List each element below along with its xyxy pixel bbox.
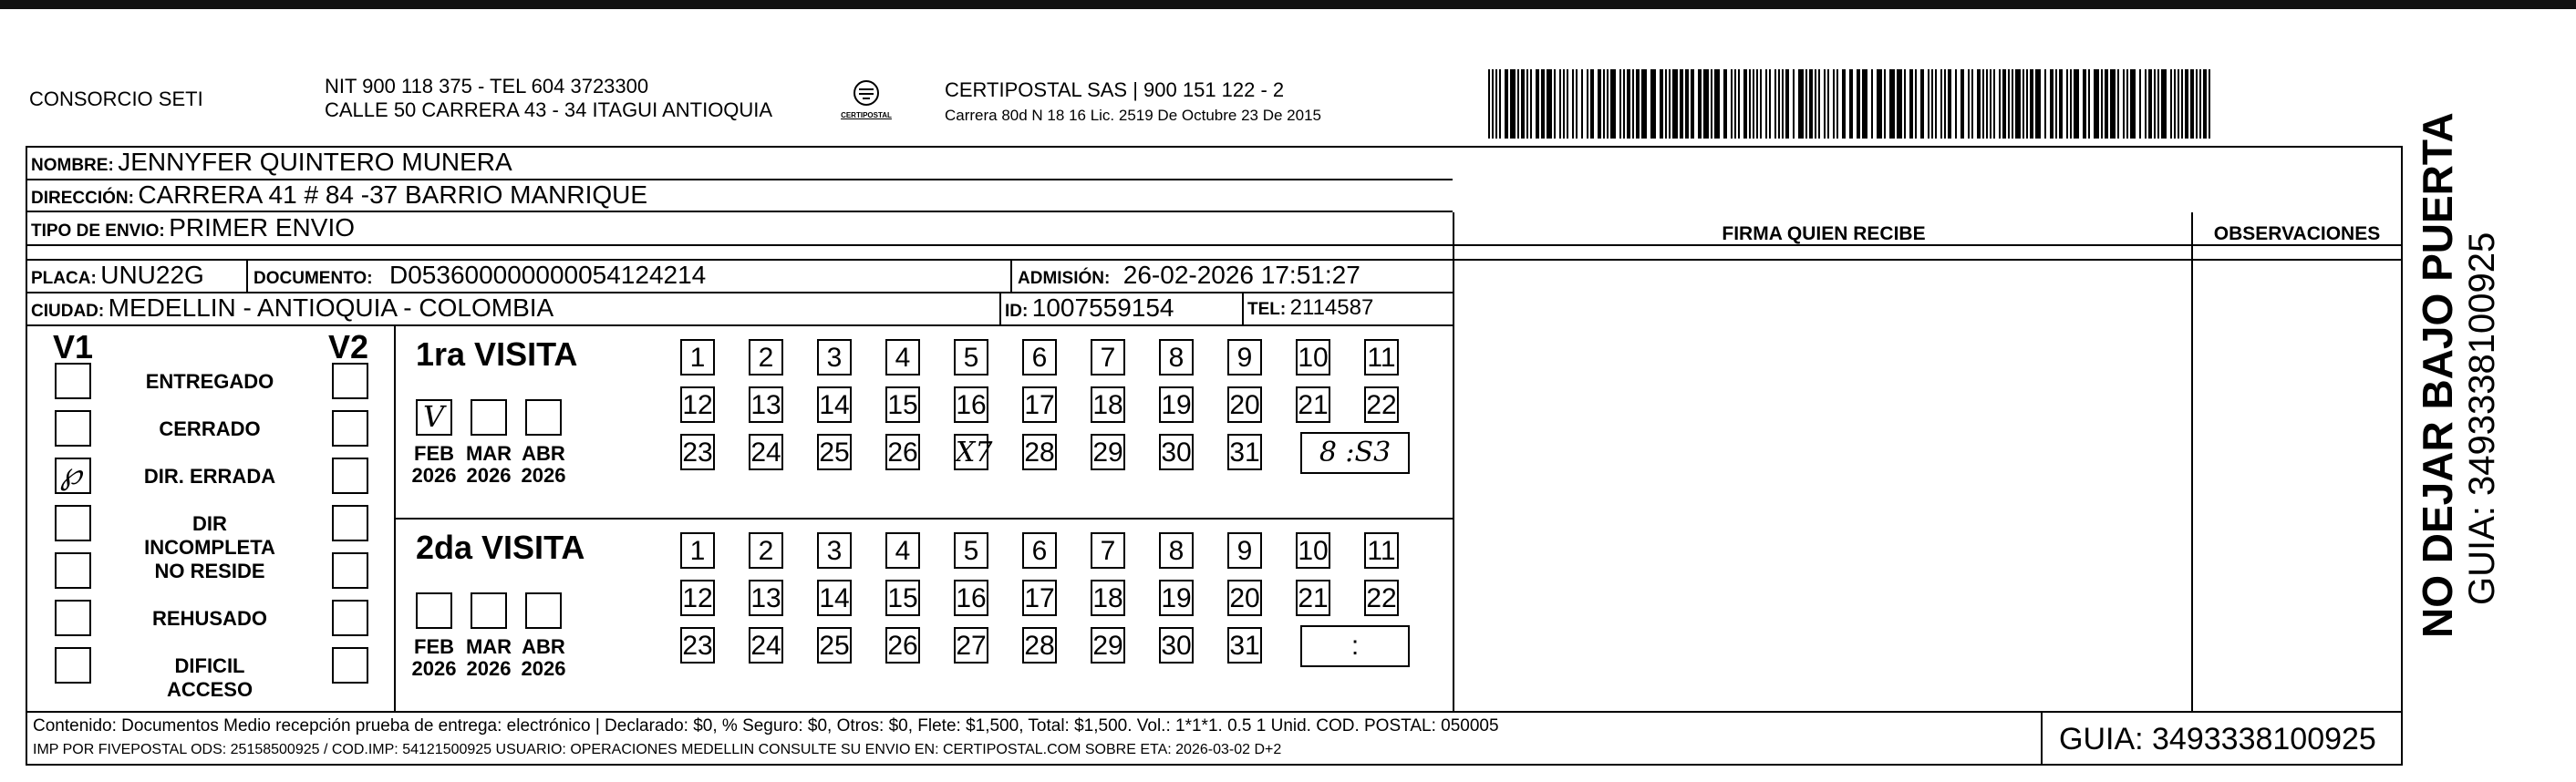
time-box[interactable] [1300,625,1410,667]
day-number: 6 [1031,536,1048,566]
day-number: X7 [956,437,993,468]
visit-title: 1ra VISITA [416,335,578,373]
day-box[interactable] [954,434,993,470]
v1-checkbox[interactable] [55,505,91,541]
top-border [0,0,2576,9]
day-box[interactable] [885,434,920,470]
month-name: MAR [465,442,512,465]
time-value: 8 :S3 [1319,437,1391,468]
day-box[interactable] [817,386,852,423]
time-value: : [1350,631,1360,661]
day-box[interactable] [1159,339,1194,376]
day-box[interactable] [1022,580,1057,616]
status-option-label: NO RESIDE [154,560,265,582]
footer-content: Contenido: Documentos Medio recepción prueba de entrega: electrónico | Declarado: $0, % Seguro: $0, Otros: $0, Flete: $1,500, Total: $1,500. Vol.: 1*1*1. 0.5 1 Unid. COD. POSTAL: 050005 [33,716,1499,736]
day-number: 21 [1298,583,1329,613]
month-year: 2026 [521,657,566,680]
id-value: 1007559154 [1031,293,1174,322]
v1-checkbox[interactable] [55,458,91,494]
day-box[interactable] [885,532,920,569]
day-number: 22 [1366,390,1397,420]
day-number: 7 [1100,536,1116,566]
month-checkbox[interactable] [471,592,507,629]
day-number: 19 [1161,390,1192,420]
side-guia: GUIA: 3493338100925 [2462,232,2502,605]
day-number: 29 [1092,631,1123,661]
day-number: 30 [1161,437,1192,468]
month-name: MAR [465,635,512,658]
day-box[interactable] [1159,580,1194,616]
v1-checkbox[interactable] [55,363,91,399]
day-number: 28 [1024,631,1055,661]
month-name: FEB [414,635,454,658]
day-number: 21 [1298,390,1329,420]
day-box[interactable] [885,386,920,423]
day-box[interactable] [1022,532,1057,569]
status-option-label: REHUSADO [152,607,267,630]
day-number: 27 [956,631,987,661]
month-label [407,636,461,680]
time-box[interactable] [1300,432,1410,474]
day-box[interactable] [749,627,783,664]
day-number: 14 [819,390,850,420]
day-number: 20 [1229,390,1260,420]
v1-heading: V1 [53,328,94,365]
day-box[interactable] [954,339,988,376]
day-box[interactable] [680,580,715,616]
day-box[interactable] [1091,386,1125,423]
month-year: 2026 [411,657,457,680]
day-number: 31 [1229,437,1260,468]
day-number: 14 [819,583,850,613]
admision-label: ADMISIÓN: [1018,269,1111,288]
month-label [461,443,516,487]
day-number: 31 [1229,631,1260,661]
day-number: 26 [887,631,918,661]
month-year: 2026 [466,464,512,487]
day-box[interactable] [1227,386,1262,423]
company-name: CONSORCIO SETI [29,87,203,110]
day-box[interactable] [749,532,783,569]
month-label [407,443,461,487]
month-checkbox[interactable] [525,592,562,629]
day-number: 10 [1298,343,1329,373]
direccion-value: CARRERA 41 # 84 -37 BARRIO MANRIQUE [138,180,648,209]
status-option-label: DIR INCOMPLETA [144,512,275,559]
day-number: 24 [750,437,781,468]
observaciones-label: OBSERVACIONES [2213,223,2381,244]
id-label: ID: [1005,302,1029,321]
day-box[interactable] [1159,627,1194,664]
logo-caption: CERTIPOSTAL [841,111,892,119]
day-number: 15 [887,390,918,420]
nit-line: NIT 900 118 375 - TEL 604 3723300 [325,75,649,98]
day-box[interactable] [1022,627,1057,664]
day-number: 24 [750,631,781,661]
month-label [461,636,516,680]
day-box[interactable] [1159,386,1194,423]
day-number: 25 [819,437,850,468]
day-box[interactable] [1091,627,1125,664]
placa-label: PLACA: [31,269,97,288]
day-number: 26 [887,437,918,468]
day-box[interactable] [749,339,783,376]
v2-checkbox[interactable] [332,363,368,399]
status-option-label: DIR. ERRADA [143,465,276,488]
day-number: 16 [956,390,987,420]
day-number: 11 [1367,536,1396,566]
day-number: 4 [895,343,911,373]
month-checkbox[interactable] [416,592,452,629]
side-warning: NO DEJAR BAJO PUERTA [2414,112,2461,638]
nombre-label: NOMBRE: [31,156,114,175]
documento-label: DOCUMENTO: [253,269,373,288]
status-option-label: ENTREGADO [145,370,274,393]
barcode [1488,69,2214,139]
day-number: 25 [819,631,850,661]
documento-value: D053600000000054124214 [389,261,707,289]
day-number: 11 [1367,343,1396,373]
day-number: 17 [1024,583,1055,613]
day-box[interactable] [954,532,988,569]
day-number: 5 [963,536,979,566]
day-number: 3 [826,536,843,566]
day-box[interactable] [1227,580,1262,616]
certipostal-logo [832,77,901,128]
day-box[interactable] [1091,434,1125,470]
day-box[interactable] [817,339,852,376]
day-number: 22 [1366,583,1397,613]
tipo-envio-value: PRIMER ENVIO [169,213,356,242]
day-number: 4 [895,536,911,566]
day-box[interactable] [817,434,852,470]
day-box[interactable] [680,339,715,376]
firma-label: FIRMA QUIEN RECIBE [1722,223,1926,244]
day-box[interactable] [817,532,852,569]
day-box[interactable] [680,532,715,569]
placa-value: UNU22G [100,261,204,289]
day-number: 20 [1229,583,1260,613]
day-box[interactable] [1296,339,1330,376]
month-name: ABR [522,442,565,465]
day-box[interactable] [954,580,988,616]
v2-heading: V2 [328,328,369,365]
v2-checkbox[interactable] [332,552,368,589]
day-box[interactable] [1159,434,1194,470]
day-box[interactable] [680,627,715,664]
month-year: 2026 [521,464,566,487]
day-box[interactable] [817,580,852,616]
day-number: 23 [682,437,713,468]
v2-checkbox[interactable] [332,647,368,684]
day-box[interactable] [1227,627,1262,664]
nombre-value: JENNYFER QUINTERO MUNERA [118,148,512,176]
direccion-label: DIRECCIÓN: [31,189,134,208]
ciudad-value: MEDELLIN - ANTIOQUIA - COLOMBIA [108,293,554,322]
day-box[interactable] [1364,532,1399,569]
day-number: 5 [963,343,979,373]
month-name: ABR [522,635,565,658]
day-number: 7 [1100,343,1116,373]
day-box[interactable] [680,434,715,470]
address-line: CALLE 50 CARRERA 43 - 34 ITAGUI ANTIOQUIA [325,98,773,121]
month-year: 2026 [466,657,512,680]
month-label [516,443,571,487]
day-box[interactable] [1091,580,1125,616]
day-number: 18 [1092,583,1123,613]
day-box[interactable] [1227,532,1262,569]
admision-value: 26-02-2026 17:51:27 [1122,261,1360,289]
day-number: 2 [758,343,774,373]
day-box[interactable] [749,580,783,616]
v1-checkbox[interactable] [55,552,91,589]
month-year: 2026 [411,464,457,487]
day-box[interactable] [954,386,988,423]
v2-checkbox[interactable] [332,458,368,494]
tel-label: TEL: [1247,300,1287,319]
day-number: 12 [682,390,713,420]
day-box[interactable] [817,627,852,664]
day-box[interactable] [749,386,783,423]
month-label [516,636,571,680]
day-number: 30 [1161,631,1192,661]
v1-checkbox[interactable] [55,410,91,447]
footer-guia: GUIA: 3493338100925 [2059,722,2376,756]
day-number: 23 [682,631,713,661]
day-number: 1 [689,343,706,373]
day-number: 2 [758,536,774,566]
day-number: 8 [1168,536,1185,566]
month-checkbox[interactable] [416,399,452,436]
day-number: 13 [750,390,781,420]
day-number: 28 [1024,437,1055,468]
day-number: 19 [1161,583,1192,613]
status-option-label: CERRADO [159,417,261,440]
day-number: 8 [1168,343,1185,373]
day-box[interactable] [1022,434,1057,470]
day-number: 10 [1298,536,1329,566]
tipo-envio-label: TIPO DE ENVIO: [31,221,165,241]
day-box[interactable] [1364,386,1399,423]
v2-checkbox[interactable] [332,505,368,541]
day-box[interactable] [885,627,920,664]
day-number: 6 [1031,343,1048,373]
day-box[interactable] [1022,386,1057,423]
day-box[interactable] [1227,339,1262,376]
day-number: 3 [826,343,843,373]
v1-check-mark: ℘ [60,456,82,492]
day-box[interactable] [1364,339,1399,376]
day-box[interactable] [885,580,920,616]
v2-checkbox[interactable] [332,600,368,636]
v1-checkbox[interactable] [55,600,91,636]
day-number: 1 [689,536,706,566]
day-box[interactable] [1227,434,1262,470]
day-number: 12 [682,583,713,613]
day-box[interactable] [1091,339,1125,376]
day-box[interactable] [680,386,715,423]
day-number: 16 [956,583,987,613]
v1-checkbox[interactable] [55,647,91,684]
license-line: Carrera 80d N 18 16 Lic. 2519 De Octubre 23 De 2015 [945,107,1321,124]
status-option-label: DIFICIL ACCESO [166,654,253,701]
day-box[interactable] [1296,532,1330,569]
day-number: 9 [1236,536,1253,566]
day-number: 29 [1092,437,1123,468]
month-check-mark: V [423,399,445,434]
day-box[interactable] [954,627,988,664]
month-checkbox[interactable] [525,399,562,436]
month-checkbox[interactable] [471,399,507,436]
day-number: 18 [1092,390,1123,420]
tel-value: 2114587 [1289,295,1374,320]
v2-checkbox[interactable] [332,410,368,447]
day-box[interactable] [1364,580,1399,616]
month-name: FEB [414,442,454,465]
certipostal-line: CERTIPOSTAL SAS | 900 151 122 - 2 [945,78,1285,101]
footer-print-info: IMP POR FIVEPOSTAL ODS: 25158500925 / COD.IMP: 54121500925 USUARIO: OPERACIONES MEDELLIN CONSULTE SU ENVIO EN: CERTIPOSTAL.COM SOBRE ETA: 2026-03-02 D+2 [33,742,1282,757]
day-box[interactable] [1091,532,1125,569]
visit-title: 2da VISITA [416,529,585,566]
day-number: 9 [1236,343,1253,373]
day-number: 17 [1024,390,1055,420]
day-box[interactable] [1296,386,1330,423]
day-box[interactable] [1159,532,1194,569]
ciudad-label: CIUDAD: [31,302,105,321]
day-box[interactable] [1296,580,1330,616]
day-box[interactable] [749,434,783,470]
day-box[interactable] [885,339,920,376]
day-number: 13 [750,583,781,613]
day-box[interactable] [1022,339,1057,376]
day-number: 15 [887,583,918,613]
